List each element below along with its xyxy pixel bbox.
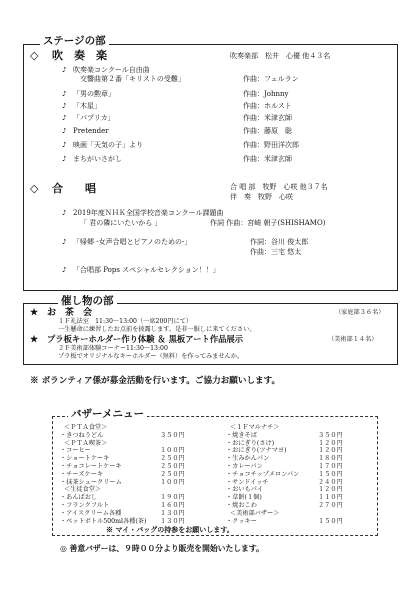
menu-item-price: １６０円 [160,502,185,509]
menu-item-name: ・コーヒー [60,447,91,455]
menu-item-price: ２７０円 [318,502,343,509]
tea-club: （家庭部３６名） [335,309,385,316]
program-subtitle: 交響曲第２番「キリストの受難」 [80,75,185,83]
menu-item-name: ・焼おこわ [226,502,257,509]
pla-club: （美術部１４名） [328,336,378,343]
menu-item-price: １００円 [160,447,185,455]
menu-item-name: ・きつねうどん [60,431,104,439]
menu-item-price: １２０円 [318,439,343,447]
menu-item-price: １３０円 [160,509,185,517]
menu-item-name: ・おにぎり(ツナマヨ) [226,447,287,455]
program-title: 「木星」 [73,102,101,110]
pla-bullet: ★ [30,335,39,345]
note-icon: ♪ [62,90,67,98]
choir-performers: 合 唱 部 牧野 心咲 他３７名 [230,183,328,191]
menu-category: ＜１Ｆマルナチ＞ [230,424,280,431]
events-section-title: 催し物の部 [58,295,117,307]
menu-item-price: ２４０円 [318,478,343,486]
program-credit: 作曲：フェルラン [243,75,299,83]
menu-category: ＜ＰＴＡ食堂＞ [64,424,108,431]
bazaar-bag-note: ※ マイ・バッグの持参をお願いします。 [106,525,234,534]
menu-item-price: １００円 [160,478,185,486]
pla-description: プラ板でオリジナルなキーホルダー（無料）を作ってみませんか。 [58,353,244,360]
program-credit: 作曲：藤原 聡 [243,127,292,135]
menu-item-price: ２５０円 [160,470,185,478]
note-icon: ♪ [62,66,67,74]
menu-item-price: １２０円 [318,486,343,494]
stage-section-title: ステージの部 [40,35,109,47]
note-icon: ♪ [62,155,67,163]
menu-item-price: １９０円 [160,494,185,502]
program-credit: 作曲：野田洋次郎 [243,141,299,149]
menu-item-name: ・生みかんパン [226,455,270,463]
tea-description: 一生懸命に練習したお点前を披露します。是非一服しに来てください。 [58,326,256,333]
program-title: 「パプリカ」 [73,114,115,122]
menu-item-name: ・おいもパイ [226,486,264,494]
program-title: 吹奏楽コンクール自由曲 [73,66,150,74]
program-title: まちがいさがし [73,155,122,163]
program-title: 「合唱部 Pops スペシャルセレクション！！」 [73,266,220,274]
menu-item-price: ２５０円 [160,455,185,463]
menu-item-name: ・チョコチップメロンパン [226,470,300,478]
note-icon: ♪ [62,102,67,110]
choir-heading: 合 唱 [52,182,96,195]
program-title: 2019年度ＮＨＫ全国学校音楽コンクール課題曲 [73,209,224,217]
program-credit: 作曲：米津玄師 [243,114,292,122]
menu-item-name: ・クッキー [226,517,257,525]
menu-item-price: １２０円 [318,447,343,455]
menu-item-name: ・ショートケーキ [60,455,110,463]
program-title: 「帰郷 -女声合唱とピアノのための-」 [73,238,192,246]
menu-item-name: ・チョコレートケーキ [60,463,122,470]
menu-item-name: ・サンドイッチ [226,478,269,486]
program-credit-2: 作曲：三宅 悠太 [250,248,302,256]
tea-time: １Ｆ礼法室 11:30～13:00（一席200円にて） [58,318,193,325]
note-icon: ♪ [62,209,67,217]
tea-bullet: ★ [30,308,39,318]
tea-heading: お 茶 会 [47,308,93,318]
menu-category: ＜美術部バザー＞ [230,509,280,517]
menu-item-price: １３０円 [160,517,185,525]
note-icon: ♪ [62,114,67,122]
bazaar-start-note: ◎ 善意バザーは、９時００分より販売を開始いたします。 [60,544,264,553]
menu-item-name: ・抹茶シュークリーム [60,478,122,486]
menu-item-price: ３５０円 [318,431,343,439]
program-credit: 作曲：Johnny [243,90,289,98]
bazaar-section-title: バザーメニュー [68,408,147,420]
menu-item-name: ・アイスクリーム各種 [60,509,122,517]
program-title: Pretender [73,127,109,135]
program-credit: 作曲：米津玄師 [243,155,292,163]
menu-item-price: １５０円 [318,470,343,478]
note-icon: ♪ [62,141,67,149]
menu-item-price: １８０円 [318,455,343,463]
program-subtitle: 「 君の隣にいたいから 」 [80,219,162,227]
menu-item-price: １７０円 [318,463,343,470]
wind-heading: 吹 奏 楽 [52,49,107,62]
menu-item-price: １１０円 [318,494,343,502]
pla-time: ２Ｆ美術部体験コーナー11:30～13:00 [58,345,168,352]
wind-performers: 吹奏楽部 松井 心優 他４３名 [230,52,331,60]
menu-item-name: ・カレーパン [226,463,263,470]
menu-item-price: ２５０円 [160,463,185,470]
menu-item-name: ・焼きそば [226,431,257,439]
wind-bullet: ◇ [30,49,39,62]
menu-item-name: ・ペットボトル500ml各種(茶) [60,517,147,525]
menu-item-name: ・草餅(１個) [226,494,262,502]
program-credit: 作詞 作曲：宮崎 朝子(SHISHAMO) [210,219,326,227]
program-credit: 作詞：谷川 俊太郎 [250,238,309,246]
menu-item-price: １５０円 [318,517,343,525]
menu-item-name: ・フランクフルト [60,502,110,509]
program-title: 映画「天気の子」より [73,141,143,149]
menu-item-name: ・あんぱおし [60,494,98,502]
pla-heading: プラ板キーホルダー作り体験 ＆ 黒板アート作品展示 [47,334,244,344]
program-credit: 作曲：ホルスト [243,102,292,110]
note-icon: ♪ [62,127,67,135]
choir-bullet: ◇ [30,182,39,195]
note-icon: ♪ [62,266,67,274]
menu-item-price: ３５０円 [160,431,185,439]
menu-item-name: ・チーズケーキ [60,470,104,478]
program-title: 「男の勲章」 [73,90,115,98]
menu-category: ＜ＰＴＡ喫茶＞ [64,439,108,447]
choir-accompanist: 伴 奏 牧野 心咲 [230,193,293,201]
volunteer-note: ※ ボランティア係が募金活動を行います。ご協力お願いします。 [30,376,281,386]
menu-category: ＜生徒食堂＞ [64,486,102,494]
menu-item-name: ・おにぎり(さけ) [226,439,275,447]
note-icon: ♪ [62,238,67,246]
